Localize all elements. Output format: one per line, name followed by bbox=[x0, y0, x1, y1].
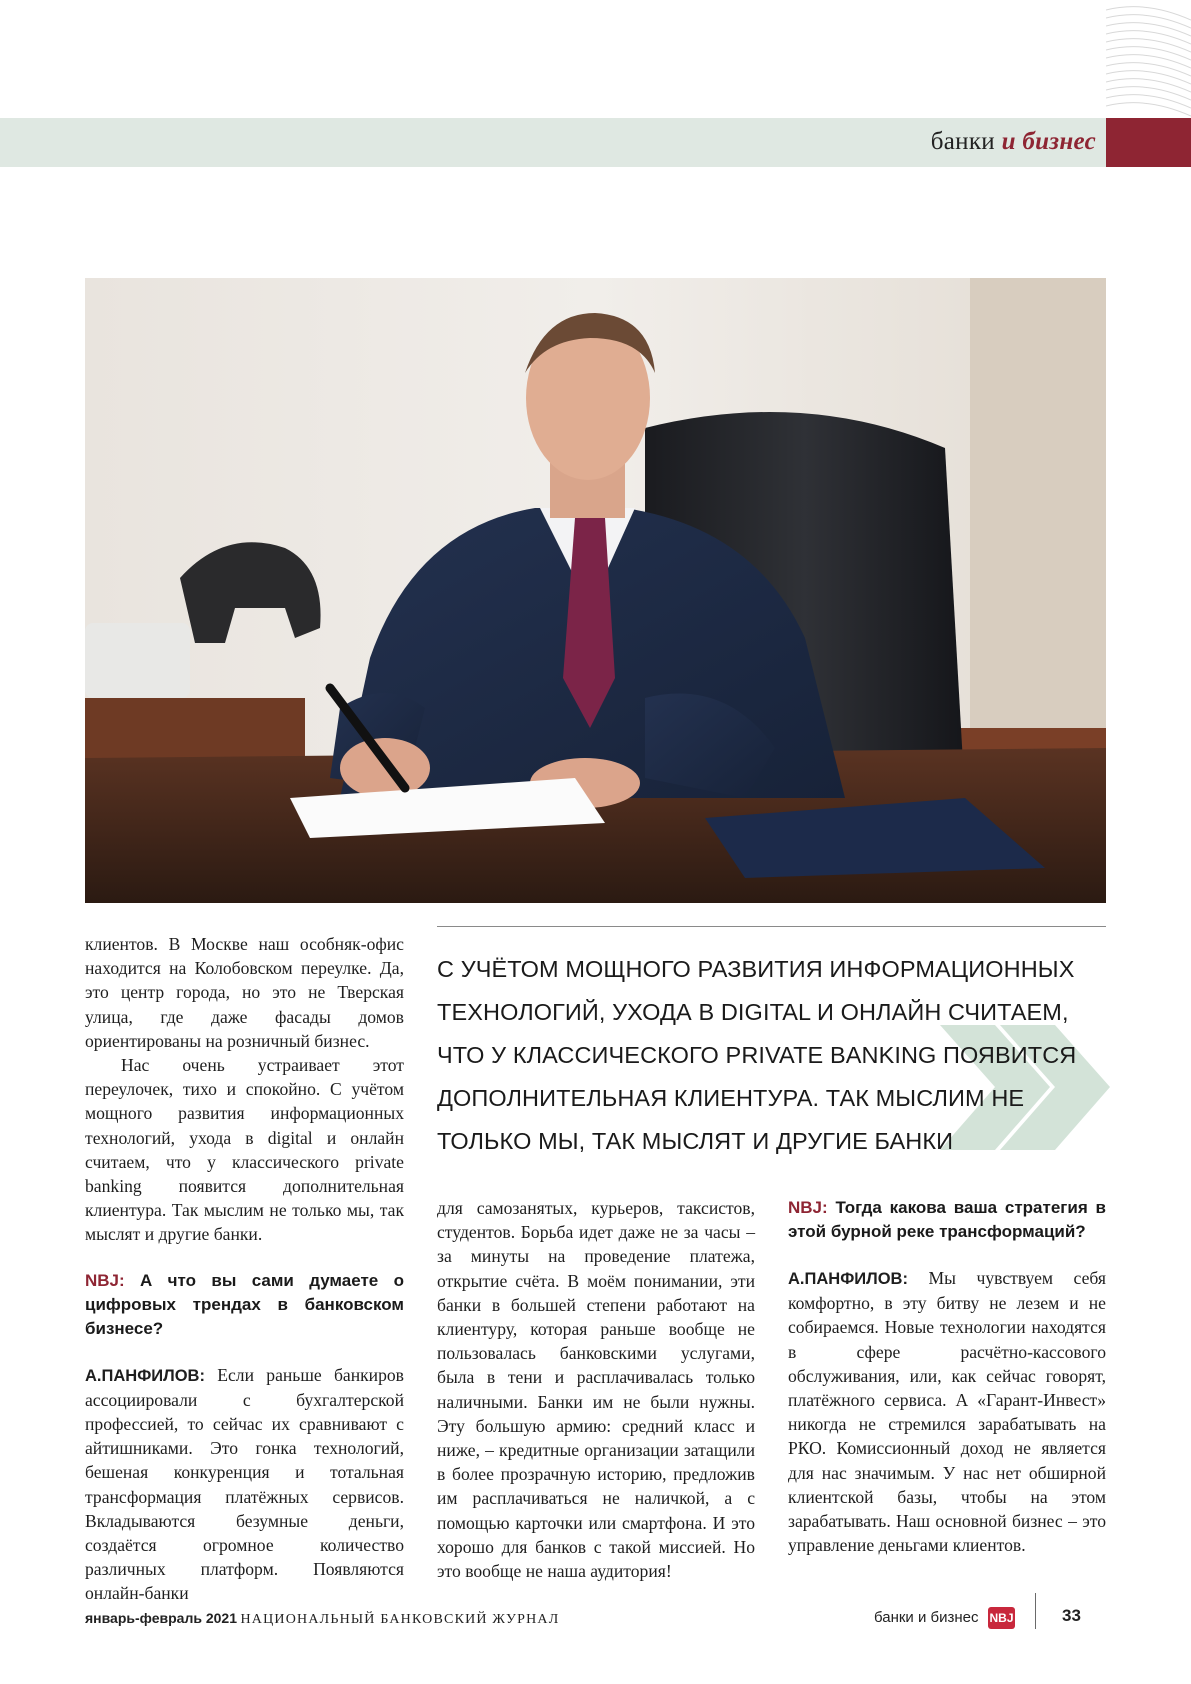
page-number: 33 bbox=[1062, 1606, 1081, 1625]
corner-accent-block bbox=[1106, 118, 1191, 167]
article-column-1 bbox=[85, 932, 404, 1606]
answer-speaker: А.ПАНФИЛОВ: bbox=[788, 1270, 908, 1288]
footer-section: банки и бизнес bbox=[874, 1609, 979, 1626]
magazine-name: НАЦИОНАЛЬНЫЙ БАНКОВСКИЙ ЖУРНАЛ bbox=[240, 1612, 560, 1627]
interview-question bbox=[85, 1269, 404, 1341]
corner-wave-pattern bbox=[1106, 0, 1191, 118]
answer-text: Мы чувствуем себя комфортно, в эту битву не лезем и не собираемся. Новые технологии находятся в сфере расчётно-кассового обслуживания, или, как сейчас говорят, платёжного сервиса. А «Гарант-Инвест» никогда не стремился зарабатывать на РКО. Комиссионный доход не является для нас значимым. У нас нет обширной клиентской базы, чтобы на этом зарабатывать. Наш основной бизнес – это управление деньгами клиентов. bbox=[788, 1268, 1106, 1556]
paragraph: клиентов. В Москве наш особняк-офис находится на Колобовском переулке. Да, это центр города, но это не Тверская улица, где даже фасады домов ориентированы на розничный бизнес. bbox=[85, 934, 404, 1051]
interview-answer bbox=[788, 1266, 1106, 1557]
issue-date: январь-февраль 2021 bbox=[85, 1610, 237, 1626]
pullquote: С УЧЁТОМ МОЩНОГО РАЗВИТИЯ ИНФОРМАЦИОННЫХ ТЕХНОЛОГИЙ, УХОДА В DIGITAL И ОНЛАЙН СЧИТАЕМ, ЧТО У КЛАССИЧЕСКОГО PRIVATE BANKING ПОЯВИТСЯ ДОПОЛНИТЕЛЬНАЯ КЛИЕНТУРА. ТАК МЫСЛИМ НЕ ТОЛЬКО МЫ, ТАК МЫСЛЯТ И ДРУГИЕ БАНКИ bbox=[437, 956, 1077, 1154]
interview-answer bbox=[85, 1363, 404, 1606]
footer-divider bbox=[1035, 1593, 1036, 1629]
portrait-photo bbox=[85, 278, 1106, 903]
question-text: Тогда какова ваша стратегия в этой бурной реке трансформаций? bbox=[788, 1198, 1106, 1241]
section-title bbox=[931, 128, 1096, 156]
answer-speaker: А.ПАНФИЛОВ: bbox=[85, 1366, 205, 1385]
paragraph: Нас очень устраивает этот переулочек, тихо и спокойно. С учётом мощного развития информационных технологий, ухода в digital и онлайн считаем, что у классического private banking появится дополнительная клиентура. Так мыслим не только мы, так мыслят и другие банки. bbox=[85, 1055, 404, 1245]
question-tag: NBJ: bbox=[85, 1270, 125, 1290]
paragraph: для самозанятых, курьеров, таксистов, студентов. Борьба идет даже не за часы – за минуты на проведение платежа, открытие счёта. В моём понимании, эти банки в большей степени работают на клиентуру, которая раньше вообще не пользовалась банковскими услугами, была в тени и расплачивалась только наличными. Банки им не были нужны. Эту большую армию: средний класс и ниже, – кредитные организации затащили в более прозрачную историю, предложив им расплачиваться не наличкой, а с помощью карточки или смартфона. И это хорошо для банков с такой миссией. Но это вообще не наша аудитория! bbox=[437, 1198, 755, 1582]
pullquote-rule bbox=[437, 926, 1106, 927]
article-column-3 bbox=[788, 1196, 1106, 1557]
answer-text: Если раньше банкиров ассоциировали с бухгалтерской профессией, то сейчас их сравнивают с айтишниками. Это гонка технологий, бешеная конкуренция и тотальная трансформация платёжных сервисов. Вкладываются безумные деньги, создаётся огромное количество различных платформ. Появляются онлайн-банки bbox=[85, 1364, 404, 1604]
footer-issue-info bbox=[85, 1610, 559, 1628]
question-tag: NBJ: bbox=[788, 1198, 828, 1217]
section-title-part1: банки bbox=[930, 128, 995, 155]
interview-question bbox=[788, 1196, 1106, 1244]
nbj-logo: NBJ bbox=[988, 1607, 1015, 1629]
article-column-2 bbox=[437, 1196, 755, 1583]
section-title-part2: и бизнес bbox=[1001, 128, 1096, 155]
question-text: А что вы сами думаете о цифровых трендах в банковском бизнесе? bbox=[85, 1270, 404, 1338]
portrait-illustration bbox=[85, 278, 1106, 903]
